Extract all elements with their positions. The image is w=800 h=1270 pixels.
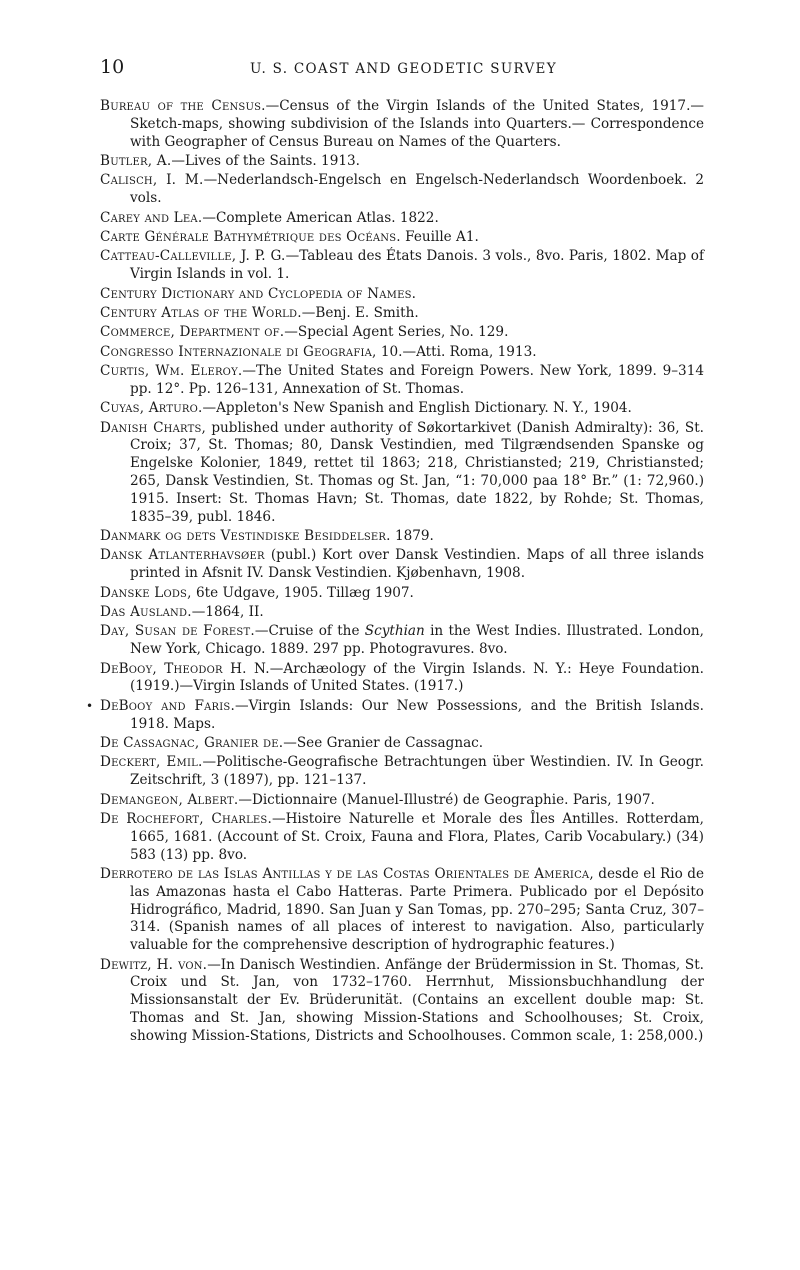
bibliography-entry [100,866,704,955]
bibliography-entry [100,305,704,323]
margin-marker: • [86,698,94,713]
entry-text: —Archæology of the Virgin Islands. N. Y.: Heye Foundation. (1919.)—Virgin Islands of United States. (1917.) [130,660,704,695]
entry-text: 6te Udgave, 1905. Tillæg 1907. [191,584,414,601]
entry-author: Catteau-Calleville, J. P. G. [100,248,286,265]
entry-author: De Cassagnac, Granier de. [100,734,284,751]
entry-author: Congresso Internazionale di Geografia, [100,343,377,360]
bibliography-entry [100,344,704,362]
entry-author: Deckert, Emil. [100,754,203,771]
entry-text: —Census of the Virgin Islands of the United States, 1917.—Sketch-maps, showing subdivision of the Islands into Quarters.— Correspondence with Geographer of Census Bureau on Names of the Quarters. [130,98,704,150]
entry-text: —Histoire Naturelle et Morale des Îles Antilles. Rotterdam, 1665, 1681. (Account of St. Croix, Fauna and Flora, Plates, Carib Vocabulary.) (34) 583 (13) pp. 8vo. [130,810,705,863]
entry-author: Danmark og dets Vestindiske Besiddelser. [100,528,391,545]
bibliography-entry [100,98,704,151]
bibliography-entry [86,697,704,734]
entry-text: 1879. [390,528,434,545]
bibliography-entry [100,792,704,810]
entry-text: (publ.) Kort over Dansk Vestindien. Maps of all three islands printed in Afsnit IV. Dansk Vestindien. Kjøbenhavn, 1908. [130,547,704,582]
bibliography-entry [100,324,704,342]
entry-text: —Virgin Islands: Our New Possessions, and the British Islands. 1918. Maps. [130,697,704,732]
entry-text: desde el Rio de las Amazonas hasta el Cabo Hatteras. Parte Primera. Publicado por el Depósito Hidrográfico, Madrid, 1890. San Juan y San Tomas, pp. 270–295; Santa Cruz, 307–314. (Spanish names of all places of interest to navigation. Also, particularly valuable for the comprehensive description of hydrographic features.) [130,865,704,954]
bibliography-entry [100,957,704,1046]
entry-text: —1864, II. [191,604,264,621]
entry-text: —Dictionnaire (Manuel-Illustré) de Geographie. Paris, 1907. [238,791,655,808]
bibliography-entry [100,363,704,399]
bibliography-entry [100,172,704,208]
bibliography-entry [100,248,704,284]
bibliography-entry [100,754,704,790]
entry-text: 10.—Atti. Roma, 1913. [376,343,537,360]
entry-text: —Nederlandsch-Engelsch en Engelsch-Nederlandsch Woordenboek. 2 vols. [130,172,704,207]
entry-text: in the West Indies. Illustrated. London, New York, Chicago. 1889. 297 pp. Photogravures. 8vo. [130,623,704,658]
entry-text: published under authority of Søkortarkivet (Danish Admiralty): 36, St. Croix; 37, St. Thomas; 80, Dansk Vestindien, med Tilgrændsenden Spanske og Engelske Kolonier, 1849, rettet til 1863; 218, Christiansted; 219, Christiansted; 265, Dansk Vestindien, St. Thomas og St. Jan, “1: 70,000 paa 18° Br.” (1: 72,960.) 1915. Insert: St. Thomas Havn; St. Thomas, date 1822, by Rohde; St. Thomas, 1835–39, publ. 1846. [130,419,704,525]
entry-author: DeBooy, Theodor H. N. [100,660,270,677]
bibliography-entry [100,604,704,622]
bibliography-entry [100,623,704,659]
entry-author: Curtis, Wm. Eleroy. [100,363,243,380]
entry-text: —Benj. E. Smith. [301,304,419,321]
entry-text: —Politische-Geografische Betrachtungen über Westindien. IV. In Geogr. Zeitschrift, 3 (1897), pp. 121–137. [130,754,704,789]
entry-author: Day, Susan de Forest. [100,623,255,640]
bibliography-entry [100,400,704,418]
entry-text: Feuille A1. [400,228,479,245]
page-number: 10 [100,56,125,78]
entry-text: —Appleton's New Spanish and English Dictionary. N. Y., 1904. [202,400,632,417]
bibliography-entry [100,735,704,753]
entry-author: Dansk Atlanterhavsøer [100,547,265,564]
entry-ship-name: Scythian [364,623,425,640]
entry-author: DeBooy and Faris. [100,697,235,714]
bibliography-list [86,98,705,1045]
entry-author: Das Ausland. [100,604,192,621]
entry-author: Carey and Lea. [100,209,203,226]
entry-text: —Complete American Atlas. 1822. [202,209,439,226]
entry-author: Derrotero de las Islas Antillas y de las Costas Orientales de America, [100,865,594,882]
bibliography-entry [100,229,704,247]
entry-author: Danske Lods, [100,584,192,601]
bibliography-entry [100,528,704,546]
bibliography-entry [100,547,704,583]
bibliography-entry [100,661,704,697]
entry-author: Dewitz, H. von. [100,956,208,973]
entry-text: —Cruise of the [254,623,365,640]
entry-text: —The United States and Foreign Powers. New York, 1899. 9–314 pp. 12°. Pp. 126–131, Annexation of St. Thomas. [130,363,704,397]
entry-author: Century Atlas of the World. [100,304,302,321]
running-head: U. S. COAST AND GEODETIC SURVEY [250,61,557,77]
bibliography-entry [100,811,704,864]
entry-author: Butler, A. [100,152,172,169]
entry-author: Commerce, Department of. [100,324,285,341]
bibliography-entry [100,286,704,304]
bibliography-entry [100,585,704,603]
entry-author: Danish Charts, [100,419,207,436]
page-header [100,56,704,88]
entry-text: —Lives of the Saints. 1913. [171,152,360,169]
entry-author: Demangeon, Albert. [100,791,239,808]
entry-author: Cuyas, Arturo. [100,400,203,417]
entry-text: —See Granier de Cassagnac. [283,734,484,751]
entry-author: Calisch, I. M. [100,172,204,189]
entry-text: —Tableau des États Danois. 3 vols., 8vo. Paris, 1802. Map of Virgin Islands in vol. 1. [130,248,705,283]
entry-author: Century Dictionary and Cyclopedia of Names. [100,285,417,302]
entry-author: Bureau of the Census. [100,98,266,114]
entry-author: De Rochefort, Charles. [100,810,272,827]
entry-text: —Special Agent Series, No. 129. [284,324,509,341]
bibliography-entry [100,153,704,171]
entry-text: —In Danisch Westindien. Anfänge der Brüdermission in St. Thomas, St. Croix und St. Jan, von 1732–1760. Herrnhut, Missionsbuchhandlung der Missionsanstalt der Ev. Brüderunität. (Contains an excellent double map: St. Thomas and St. Jan, showing Mission-Stations and Schoolhouses; St. Croix, showing Mission-Stations, Districts and Schoolhouses. Common scale, 1: 258,000.) [130,956,704,1044]
entry-author: Carte Générale Bathymétrique des Océans. [100,228,401,245]
bibliography-entry [100,210,704,228]
bibliography-entry [100,420,704,527]
